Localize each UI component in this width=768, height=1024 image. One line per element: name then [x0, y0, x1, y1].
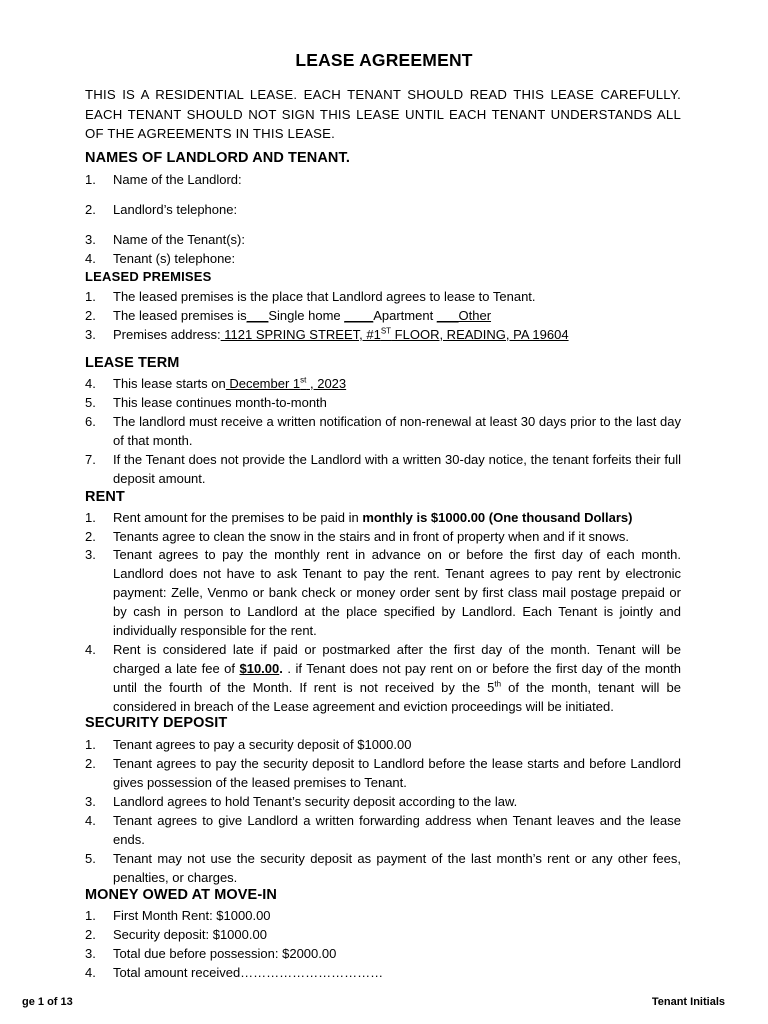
- rent-amount-line: [113, 508, 681, 527]
- list-item: [85, 527, 681, 546]
- non-renewal-notice: The landlord must receive a written notification of non-renewal at least 30 days prior to the last day of that month.: [113, 414, 681, 448]
- premises-address-value: [221, 327, 569, 342]
- list-item: [85, 325, 681, 344]
- list-item: [85, 393, 681, 412]
- option-other: Other: [458, 308, 492, 323]
- rent-amount-label: Rent amount for the premises to be paid in: [113, 510, 363, 525]
- landlord-name-label: Name of the Landlord:: [113, 172, 242, 187]
- total-received: Total amount received……………………………: [113, 965, 384, 980]
- item-number: 1.: [85, 510, 96, 525]
- item-number: 4.: [85, 376, 96, 391]
- premises-address-line: [113, 325, 681, 344]
- list-item: [85, 230, 681, 249]
- blank-line: ___: [436, 308, 459, 323]
- late-fee-clause: Rent is considered late if paid or postmarked after the first day of the month. Tenant will be charged a late fee of $10.00. . if Tenant does not pay rent on or before the first day of the month until the fourth of the Month. If rent is not received by the 5th of the month, tenant will be considered in breach of the Lease agreement and eviction proceedings will be initiated.: [113, 642, 682, 714]
- date-superscript: st: [300, 375, 307, 385]
- date-part: , 2023: [306, 376, 347, 391]
- list-item: [85, 849, 681, 887]
- item-number: 3.: [85, 327, 96, 342]
- list-item: [85, 792, 681, 811]
- list-item: [85, 374, 681, 393]
- item-number: 1.: [85, 289, 96, 304]
- late-fee-text: . if Tenant does not pay rent on or before the first day of the month until the fourth of the Month. If rent is not received by the 5: [113, 661, 681, 695]
- deposit-clause: Tenant may not use the security deposit as payment of the last month’s rent or any other fees, penalties, or charges.: [113, 851, 681, 885]
- lease-start-label: This lease starts on: [113, 376, 226, 391]
- blank-line: ____: [344, 308, 374, 323]
- deposit-clause: Tenant agrees to pay the security deposit to Landlord before the lease starts and before Landlord gives possession of the leased premises to Tenant.: [113, 756, 681, 790]
- list-item: [85, 811, 681, 849]
- item-number: 1.: [85, 172, 96, 187]
- total-due: Total due before possession: $2000.00: [113, 946, 337, 961]
- item-number: 5.: [85, 395, 96, 410]
- item-number: 3.: [85, 547, 96, 562]
- item-number: 2.: [85, 202, 96, 217]
- deposit-clause: Tenant agrees to give Landlord a written forwarding address when Tenant leaves and the lease ends.: [113, 813, 681, 847]
- blank-line: ___: [246, 308, 269, 323]
- deposit-clause: Tenant agrees to pay a security deposit of $1000.00: [113, 737, 412, 752]
- list-item: [85, 306, 681, 325]
- late-fee-amount: $10.00: [239, 661, 280, 676]
- item-number: 1.: [85, 737, 96, 752]
- rent-heading: RENT: [85, 489, 125, 505]
- lease-start-date: [226, 376, 346, 391]
- premises-type-line: [113, 306, 681, 325]
- security-deposit-heading: SECURITY DEPOSIT: [85, 715, 228, 731]
- first-month-rent: First Month Rent: $1000.00: [113, 908, 271, 923]
- tenant-initials-label: Tenant Initials: [651, 996, 725, 1008]
- option-single-home: Single home: [268, 308, 341, 323]
- date-part: December 1: [225, 376, 301, 391]
- list-item: [85, 925, 681, 944]
- item-number: 4.: [85, 965, 96, 980]
- late-fee-text: of the month, tenant will be considered in breach of the Lease agreement and eviction proceedings will be initiated.: [113, 680, 682, 714]
- item-number: 1.: [85, 908, 96, 923]
- late-fee-text: Rent is considered late if paid or postmarked after the first day of the month. Tenant will be charged a late fee of: [113, 642, 681, 676]
- list-item: [85, 944, 681, 963]
- address-part: FLOOR, READING, PA 19604: [391, 327, 569, 342]
- list-item: [85, 906, 681, 925]
- item-number: 3.: [85, 946, 96, 961]
- lease-continuation: This lease continues month-to-month: [113, 395, 327, 410]
- deposit-forfeit-clause: If the Tenant does not provide the Landlord with a written 30-day notice, the tenant forfeits their full deposit amount.: [113, 452, 681, 486]
- item-number: 4.: [85, 813, 96, 828]
- lease-start-line: [113, 374, 681, 393]
- item-number: 4.: [85, 251, 96, 266]
- page-number: ge 1 of 13: [22, 996, 73, 1008]
- snow-clause: Tenants agree to clean the snow in the stairs and in front of property when and if it snows.: [113, 529, 629, 544]
- item-number: 6.: [85, 414, 96, 429]
- list-item: [85, 200, 681, 219]
- list-item: [85, 170, 681, 189]
- rent-amount-value: monthly is $1000.00 (One thousand Dollars): [362, 510, 633, 525]
- premises-address-label: Premises address:: [113, 327, 221, 342]
- rent-payment-clause: Tenant agrees to pay the monthly rent in advance on or before the first day of each month. Landlord does not have to ask Tenant to pay the rent. Tenant agrees to pay rent by electronic payment: Zelle, Venmo or bank check or money order sent by first class mail postage prepaid or by cash in person to Landlord at the place specified by Landlord. Each Tenant is jointly and individually responsible for the rent.: [113, 547, 681, 638]
- list-item: [85, 963, 681, 982]
- list-item: [85, 412, 681, 450]
- deposit-clause: Landlord agrees to hold Tenant’s security deposit according to the law.: [113, 794, 518, 809]
- security-deposit-amount: Security deposit: $1000.00: [113, 927, 267, 942]
- item-number: 2.: [85, 756, 96, 771]
- list-item: [85, 249, 681, 268]
- tenant-name-label: Name of the Tenant(s):: [113, 232, 245, 247]
- list-item: [85, 754, 681, 792]
- list-item: [85, 735, 681, 754]
- landlord-telephone-label: Landlord’s telephone:: [113, 202, 238, 217]
- list-item: [85, 640, 681, 716]
- item-number: 4.: [85, 642, 96, 657]
- option-apartment: Apartment: [373, 308, 434, 323]
- item-number: 3.: [85, 232, 96, 247]
- premises-definition: The leased premises is the place that Landlord agrees to lease to Tenant.: [113, 289, 536, 304]
- ordinal-superscript: th: [494, 679, 502, 689]
- item-number: 5.: [85, 851, 96, 866]
- tenant-telephone-label: Tenant (s) telephone:: [113, 251, 236, 266]
- lease-term-heading: LEASE TERM: [85, 355, 180, 371]
- list-item: [85, 450, 681, 488]
- address-superscript: ST: [380, 326, 392, 336]
- item-number: 7.: [85, 452, 96, 467]
- list-item: [85, 545, 681, 640]
- list-item: [85, 287, 681, 306]
- money-owed-heading: MONEY OWED AT MOVE-IN: [85, 887, 277, 903]
- list-item: [85, 508, 681, 527]
- address-part: 1121 SPRING STREET, #1: [220, 327, 381, 342]
- item-number: 3.: [85, 794, 96, 809]
- item-number: 2.: [85, 927, 96, 942]
- names-heading: NAMES OF LANDLORD AND TENANT.: [85, 150, 350, 166]
- premises-type-prefix: The leased premises is: [113, 308, 247, 323]
- intro-paragraph: THIS IS A RESIDENTIAL LEASE. EACH TENANT SHOULD READ THIS LEASE CAREFULLY. EACH TENANT SHOULD NOT SIGN THIS LEASE UNTIL EACH TENANT UNDERSTANDS ALL OF THE AGREEMENTS IN THIS LEASE.: [85, 87, 681, 141]
- item-number: 2.: [85, 308, 96, 323]
- document-title: LEASE AGREEMENT: [295, 50, 473, 70]
- leased-premises-heading: LEASED PREMISES: [85, 269, 212, 284]
- item-number: 2.: [85, 529, 96, 544]
